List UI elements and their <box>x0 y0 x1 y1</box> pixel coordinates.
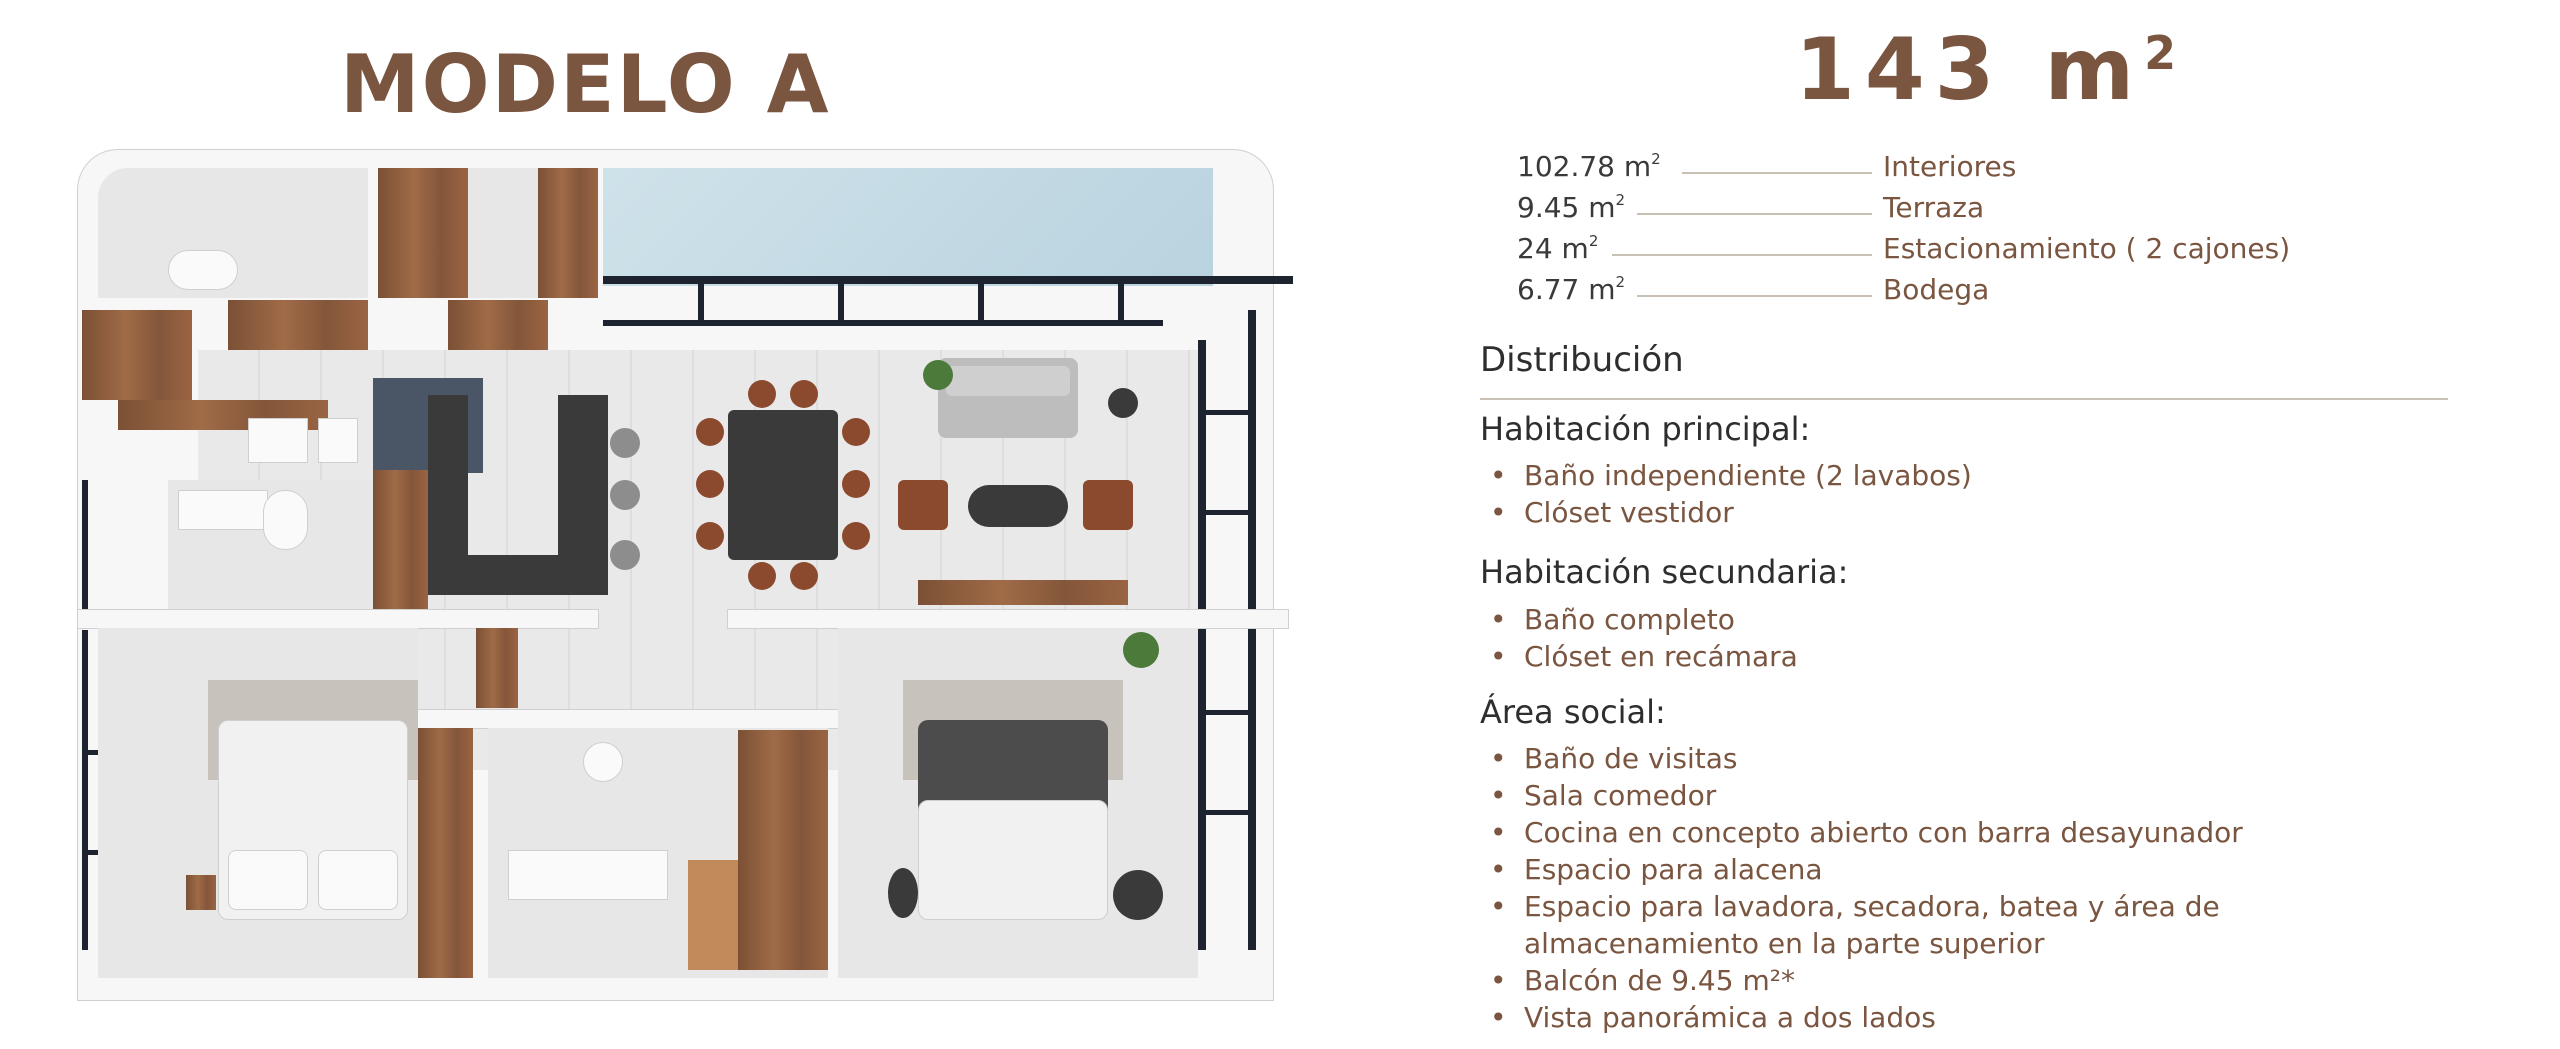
list-item: • Balcón de 9.45 m²* <box>1490 962 2490 999</box>
spec-label: Terraza <box>1883 191 1985 224</box>
spec-leader-line <box>1612 254 1872 256</box>
spec-row-estacionamiento <box>1517 232 2337 272</box>
list-item: • Espacio para lavadora, secadora, batea y área de almacenamiento en la parte superior <box>1490 888 2250 962</box>
section-list-area-social <box>1490 740 2490 1036</box>
section-list-principal <box>1490 457 2490 531</box>
spec-label: Estacionamiento ( 2 cajones) <box>1883 232 2291 265</box>
spec-row-bodega <box>1517 273 2337 313</box>
distribution-heading: Distribución <box>1480 340 1684 380</box>
section-title-principal: Habitación principal: <box>1480 410 1811 448</box>
list-item: • Sala comedor <box>1490 777 2490 814</box>
list-item: • Baño de visitas <box>1490 740 2490 777</box>
list-item: • Cocina en concepto abierto con barra desayunador <box>1490 814 2490 851</box>
section-list-secundaria <box>1490 601 2490 675</box>
spec-value: 9.45 $m^2$ <box>1517 191 1626 224</box>
total-area-unit-exponent: 2 <box>2144 26 2177 80</box>
total-area-value: 143 m <box>1795 20 2145 120</box>
spec-value: 24 $m^2$ <box>1517 232 1599 265</box>
distribution-divider <box>1480 398 2448 400</box>
list-item: • Vista panorámica a dos lados <box>1490 999 2490 1036</box>
page-title: MODELO A <box>340 38 831 131</box>
list-item: • Espacio para alacena <box>1490 851 2490 888</box>
section-title-secundaria: Habitación secundaria: <box>1480 553 1849 591</box>
spec-leader-line <box>1637 295 1872 297</box>
list-item: • Clóset vestidor <box>1490 494 2490 531</box>
spec-label: Bodega <box>1883 273 1990 306</box>
section-title-area-social: Área social: <box>1480 693 1666 731</box>
list-item: • Baño independiente (2 lavabos) <box>1490 457 2490 494</box>
floor-plan-image <box>78 150 1278 1000</box>
spec-leader-line <box>1682 172 1872 174</box>
spec-row-interiores <box>1517 150 2337 190</box>
spec-leader-line <box>1637 213 1872 215</box>
spec-value: 6.77 $m^2$ <box>1517 273 1626 306</box>
spec-label: Interiores <box>1883 150 2017 183</box>
total-area <box>1795 20 2176 120</box>
list-item: • Clóset en recámara <box>1490 638 2490 675</box>
spec-row-terraza <box>1517 191 2337 231</box>
list-item: • Baño completo <box>1490 601 2490 638</box>
spec-value: 102.78 $m^2$ <box>1517 150 1661 183</box>
